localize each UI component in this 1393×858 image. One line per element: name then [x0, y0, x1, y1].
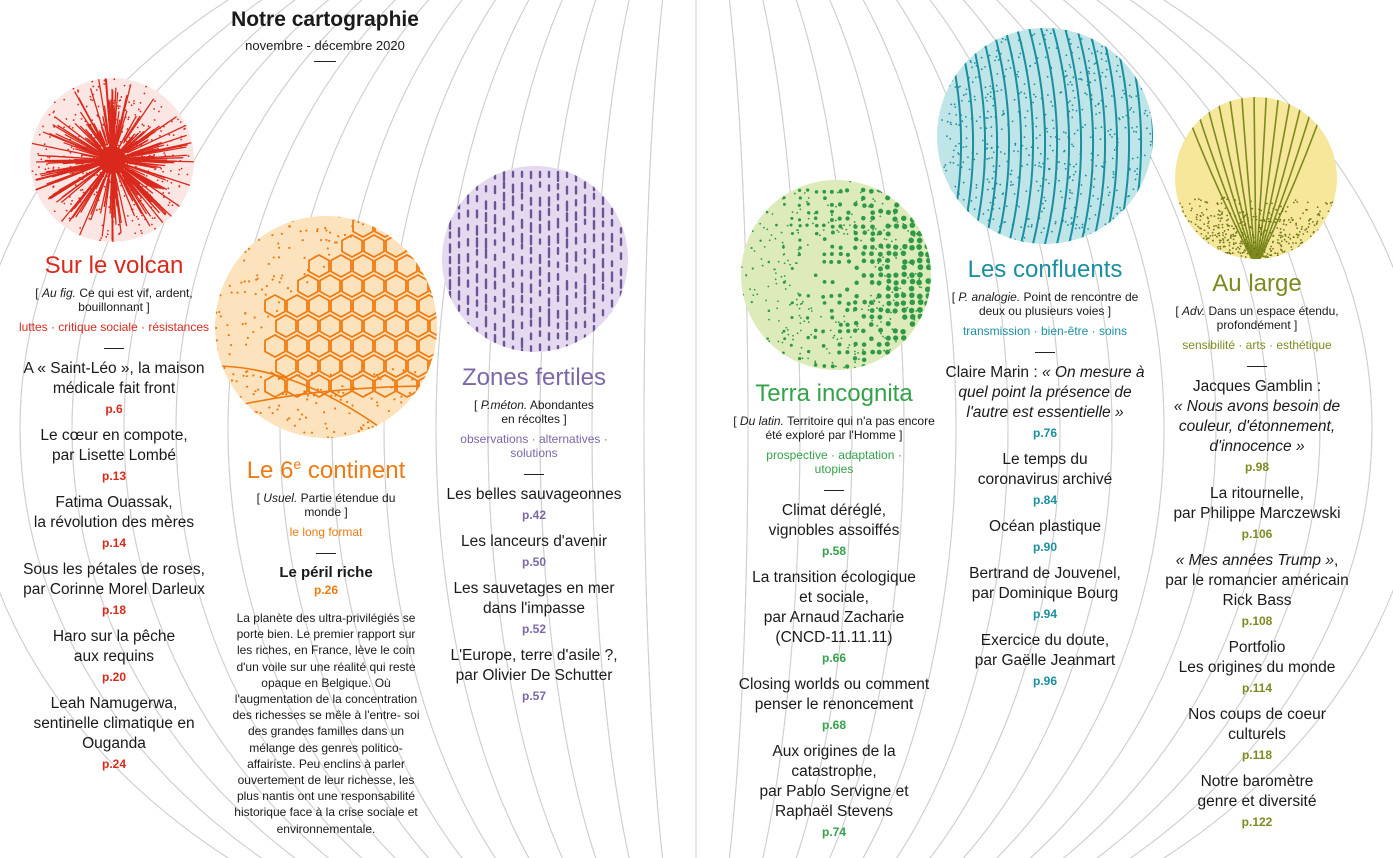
section-title: Terra incognita: [755, 380, 913, 407]
section-large: [1160, 270, 1354, 839]
section-tags: observations · alternatives · solutions: [460, 432, 608, 460]
article-title: Haro sur la pêche aux requins: [52, 628, 176, 665]
page-number: p.14: [101, 536, 126, 550]
article-title: « Mes années Trump », par le romancier américain Rick Bass: [1165, 552, 1349, 609]
divider: [316, 553, 336, 554]
list-item[interactable]: [945, 631, 1145, 689]
page-number: p.13: [101, 469, 126, 483]
article-title: La transition écologique et sociale, par Arnaud Zacharie (CNCD-11.11.11): [752, 569, 916, 646]
feature-summary: La planète des ultra-privilégiés se porte bien. Le premier rapport sur les riches, en France, lève le coin d'un voile sur une réalité qui reste opaque en Belgique. Où l'augmentation de la concentration des richesses se mêle à l'entre- soi des grandes familles dans un mélange des genres politico-affairiste. Peu enclins à parler ouvertement de leur richesse, les plus nantis ont une responsabilité historique face à la crise sociale et environnementale.: [232, 611, 420, 836]
section-tags: le long format: [289, 525, 363, 539]
list-item[interactable]: [8, 560, 220, 618]
page-number: p.108: [1241, 614, 1273, 628]
list-item[interactable]: [945, 517, 1145, 555]
list-item[interactable]: [732, 568, 936, 666]
article-title: Closing worlds ou comment penser le renoncement: [738, 676, 930, 713]
definition: [ Adv. Dans un espace étendu, profondément ]: [1175, 304, 1339, 332]
list-item[interactable]: [1160, 377, 1354, 475]
page-number: p.6: [105, 402, 123, 416]
article-title: Aux origines de la catastrophe, par Pablo Servigne et Raphaël Stevens: [759, 743, 909, 820]
list-item[interactable]: [436, 579, 632, 637]
list-item[interactable]: [436, 646, 632, 704]
section-terra: [732, 380, 936, 849]
section-title: Le 6e continent: [246, 456, 406, 484]
article-title: Les belles sauvageonnes: [446, 486, 622, 503]
section-confluents: [945, 256, 1145, 698]
divider: [524, 474, 544, 475]
article-list: [732, 501, 936, 840]
list-item[interactable]: [1160, 705, 1354, 763]
article-title: Bertrand de Jouvenel, par Dominique Bourg: [969, 565, 1121, 602]
page-number: p.20: [101, 670, 126, 684]
definition: [ P. analogie. Point de rencontre de deux ou plusieurs voies ]: [951, 290, 1139, 318]
article-title: Océan plastique: [988, 518, 1102, 535]
list-item[interactable]: [945, 450, 1145, 508]
page-number: p.118: [1241, 748, 1273, 762]
list-item[interactable]: [8, 426, 220, 484]
section-title: Sur le volcan: [44, 252, 184, 279]
section-volcan: [8, 252, 220, 781]
page-number: p.98: [1244, 460, 1269, 474]
page-number: p.84: [1032, 493, 1057, 507]
list-item[interactable]: [1160, 484, 1354, 542]
list-item[interactable]: [436, 485, 632, 523]
list-item[interactable]: [1160, 772, 1354, 830]
article-title: Exercice du doute, par Gaëlle Jeanmart: [974, 632, 1116, 669]
feature-title[interactable]: Le péril riche: [279, 564, 373, 581]
page-number: p.26: [313, 583, 338, 597]
confluents-circle-illustration: [937, 28, 1153, 244]
article-title: Le temps du coronavirus archivé: [977, 451, 1113, 488]
article-title: Fatima Ouassak, la révolution des mères: [33, 494, 195, 531]
article-title: Nos coups de coeur culturels: [1188, 706, 1326, 743]
page-number: p.66: [821, 651, 846, 665]
definition: [ Usuel. Partie étendue du monde ]: [256, 491, 396, 519]
section-tags: sensibilité · arts · esthétique: [1182, 338, 1332, 352]
page-number: p.68: [821, 718, 846, 732]
section-tags: transmission · bien-être · soins: [962, 324, 1128, 338]
continent-circle-illustration: [215, 216, 437, 438]
zones-circle-illustration: [442, 166, 628, 352]
section-title: Les confluents: [967, 256, 1123, 283]
page-number: p.96: [1032, 674, 1057, 688]
page-number: p.18: [101, 603, 126, 617]
article-author: Jacques Gamblin :: [1192, 378, 1322, 395]
list-item[interactable]: [945, 363, 1145, 441]
section-tags: luttes · critique sociale · résistances: [18, 320, 210, 334]
page-number: p.58: [821, 544, 846, 558]
page-number: p.50: [521, 555, 546, 569]
article-title: Portfolio Les origines du monde: [1178, 639, 1336, 676]
article-title: L'Europe, terre d'asile ?, par Olivier De Schutter: [450, 647, 618, 684]
list-item[interactable]: [8, 493, 220, 551]
section-tags: prospective · adaptation · utopies: [766, 448, 902, 476]
definition: [ Au fig. Ce qui est vif, ardent, bouillonnant ]: [35, 286, 193, 314]
page-title: Notre cartographie: [231, 8, 419, 31]
article-list: [8, 359, 220, 772]
page-number: p.24: [101, 757, 126, 771]
divider: [314, 61, 336, 62]
article-list: [436, 485, 632, 704]
page-number: p.122: [1241, 815, 1273, 829]
large-circle-illustration: [1175, 97, 1337, 259]
divider: [1247, 366, 1267, 367]
list-item[interactable]: [732, 501, 936, 559]
list-item[interactable]: [8, 359, 220, 417]
article-title: A « Saint-Léo », la maison médicale fait front: [23, 360, 205, 397]
divider: [824, 490, 844, 491]
page-number: p.57: [521, 689, 546, 703]
list-item[interactable]: [8, 694, 220, 772]
article-title: Leah Namugerwa, sentinelle climatique en Ouganda: [33, 695, 195, 752]
article-title: Les sauvetages en mer dans l'impasse: [453, 580, 615, 617]
article-list: [1160, 484, 1354, 542]
article-list: [1160, 638, 1354, 830]
section-continent: [228, 450, 424, 837]
article-list: [945, 450, 1145, 689]
section-title: Zones fertiles: [461, 364, 607, 391]
page-number: p.94: [1032, 607, 1057, 621]
article-title: Les lanceurs d'avenir: [461, 533, 607, 550]
page-number: p.106: [1241, 527, 1273, 541]
page-number: p.42: [521, 508, 546, 522]
definition: [ P.méton. Abondantes en récoltes ]: [474, 398, 594, 426]
definition: [ Du latin. Territoire qui n'a pas encore été exploré par l'Homme ]: [733, 414, 935, 442]
section-zones: [436, 364, 632, 713]
page-number: p.52: [521, 622, 546, 636]
list-item[interactable]: [1160, 638, 1354, 696]
section-title: Au large: [1212, 270, 1302, 297]
article-quote: « Nous avons besoin de couleur, d'étonnement, d'innocence »: [1173, 398, 1341, 455]
list-item[interactable]: [945, 564, 1145, 622]
list-item[interactable]: [732, 675, 936, 733]
article-title: Claire Marin : « On mesure à quel point la présence de l'autre est essentielle »: [945, 364, 1145, 421]
list-item[interactable]: [436, 532, 632, 570]
volcano-circle-illustration: [30, 78, 194, 242]
article-title: Climat déréglé, vignobles assoiffés: [768, 502, 900, 539]
divider: [1035, 352, 1055, 353]
page-subtitle: novembre - décembre 2020: [245, 38, 405, 53]
page-number: p.76: [1032, 426, 1057, 440]
page-header: [190, 8, 460, 62]
list-item[interactable]: [732, 742, 936, 840]
article-title: Notre baromètre genre et diversité: [1197, 773, 1317, 810]
article-title: Sous les pétales de roses, par Corinne Morel Darleux: [23, 561, 205, 598]
terra-circle-illustration: [741, 180, 931, 370]
divider: [104, 348, 124, 349]
list-item[interactable]: [1160, 551, 1354, 629]
page-number: p.74: [821, 825, 846, 839]
list-item[interactable]: [8, 627, 220, 685]
article-title: Le cœur en compote, par Lisette Lombé: [40, 427, 188, 464]
page-number: p.90: [1032, 540, 1057, 554]
page-number: p.114: [1241, 681, 1273, 695]
article-title: La ritournelle, par Philippe Marczewski: [1173, 485, 1341, 522]
